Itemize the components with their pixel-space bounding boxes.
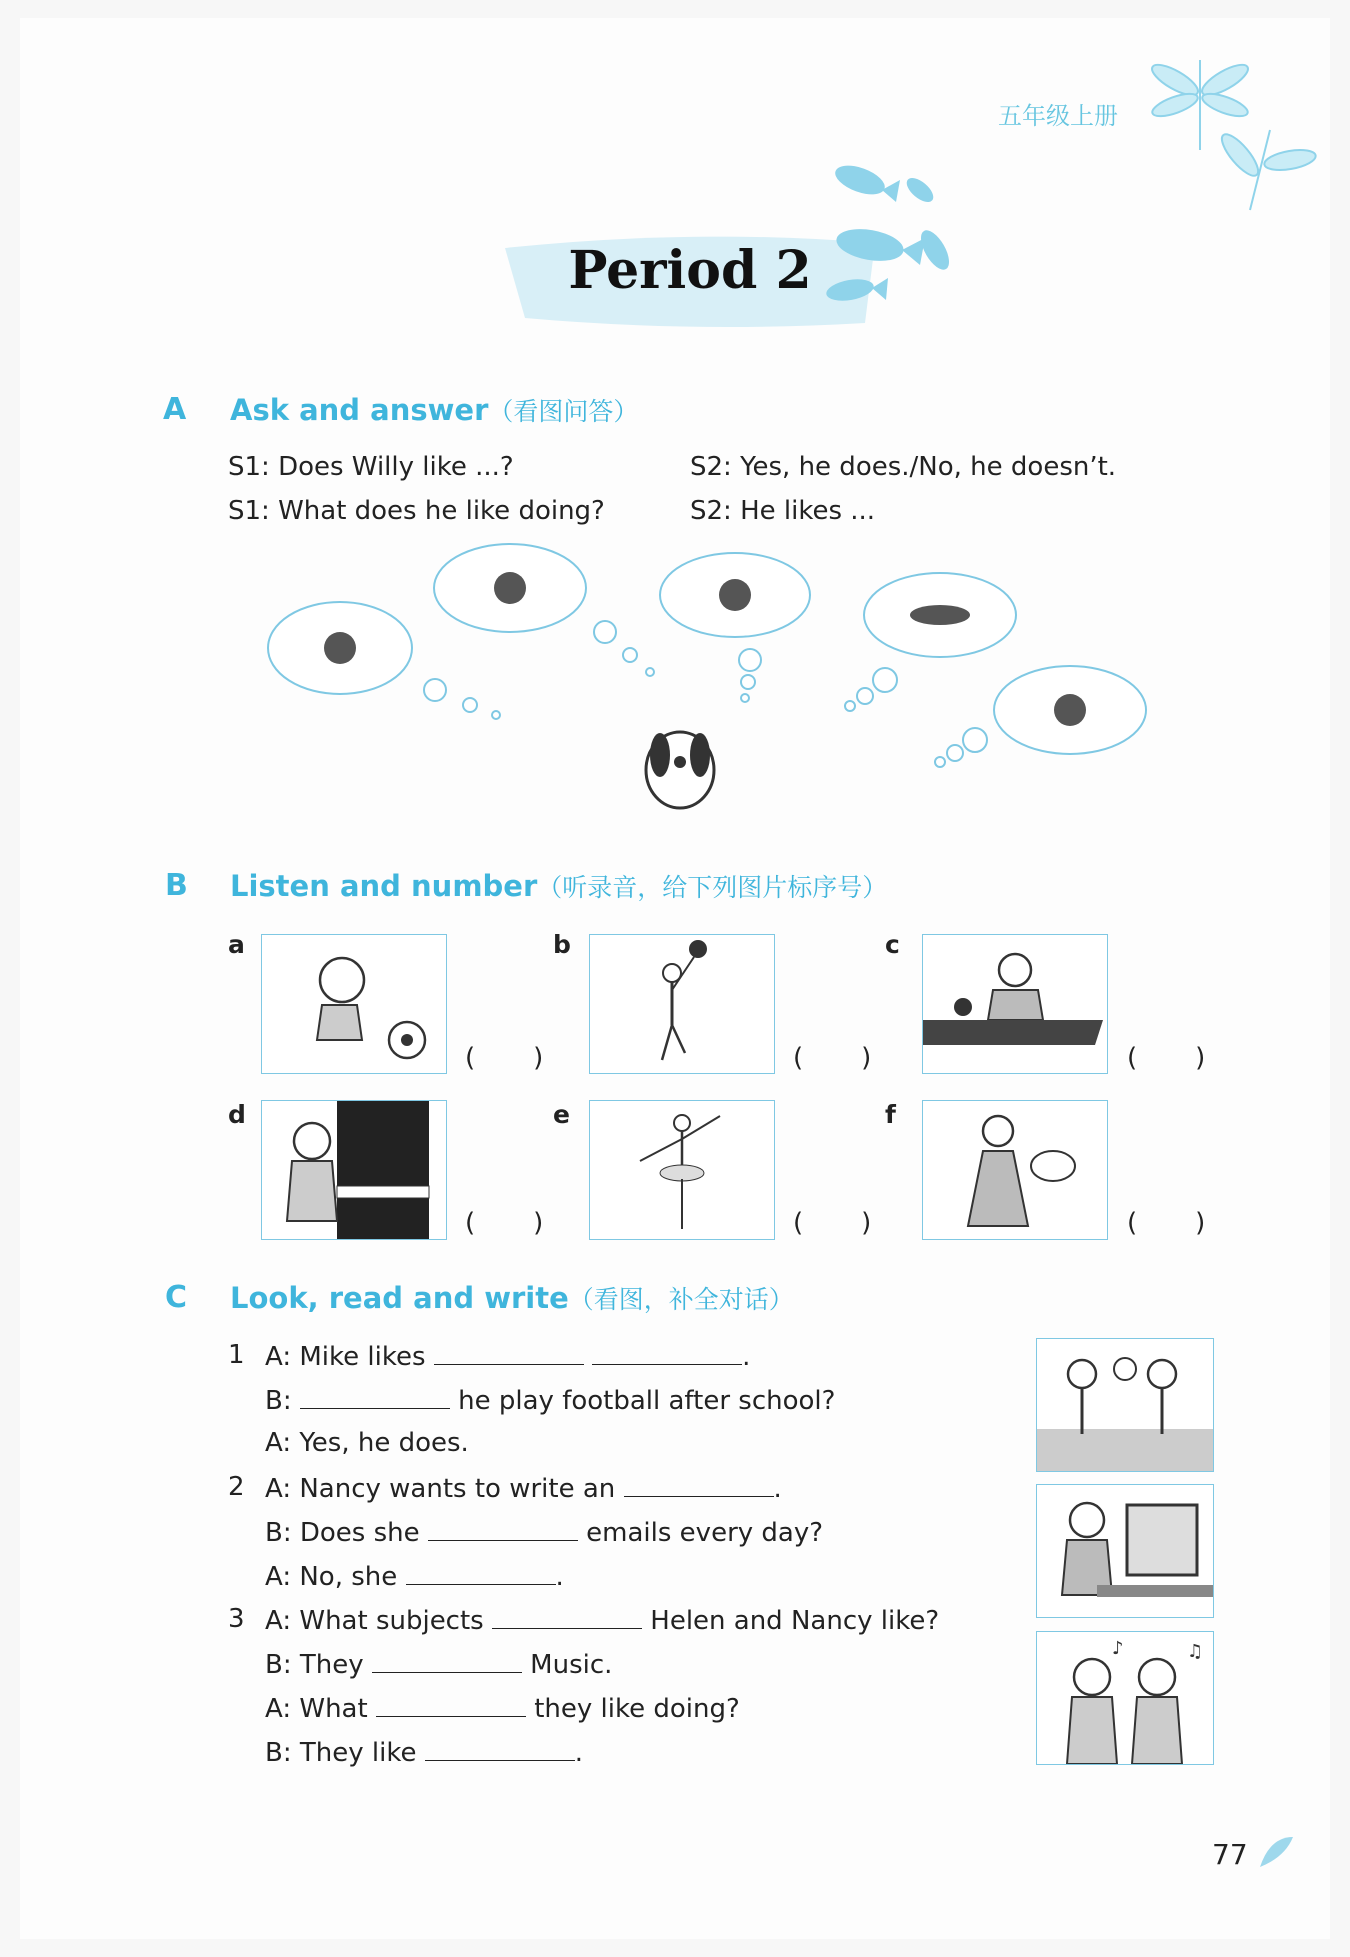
dialog-line: A: Mike likes . bbox=[265, 1342, 751, 1372]
man-playing-table-tennis-icon bbox=[922, 934, 1108, 1074]
picture-label-e: e bbox=[553, 1100, 570, 1129]
willy-running-icon bbox=[324, 632, 356, 664]
girl-painting-icon bbox=[922, 1100, 1108, 1240]
grade-label: 五年级上册 bbox=[998, 102, 1118, 130]
willy-thought-clouds bbox=[260, 540, 1160, 820]
willy-swimming-icon bbox=[910, 605, 970, 625]
answer-blank[interactable] bbox=[492, 1604, 642, 1629]
girl-at-computer-icon bbox=[1036, 1484, 1214, 1618]
page-number: 77 bbox=[1212, 1838, 1248, 1871]
section-b-title bbox=[230, 868, 887, 904]
answer-paren-a[interactable]: ( ) bbox=[465, 1043, 544, 1073]
answer-paren-e[interactable]: ( ) bbox=[793, 1208, 872, 1238]
answer-paren-b[interactable]: ( ) bbox=[793, 1043, 872, 1073]
answer-paren-f[interactable]: ( ) bbox=[1127, 1208, 1206, 1238]
dialog-line: A: Nancy wants to write an . bbox=[265, 1474, 782, 1504]
svg-text:♪: ♪ bbox=[1112, 1638, 1124, 1659]
picture-label-a: a bbox=[228, 930, 245, 959]
section-c-title-en: Look, read and write bbox=[230, 1281, 569, 1315]
answer-blank[interactable] bbox=[372, 1648, 522, 1673]
answer-blank[interactable] bbox=[434, 1340, 584, 1365]
section-a-letter: A bbox=[163, 392, 187, 427]
answer-blank[interactable] bbox=[624, 1472, 774, 1497]
girl-playing-piano-icon bbox=[261, 1100, 447, 1240]
boy-playing-basketball-icon bbox=[589, 934, 775, 1074]
answer-paren-d[interactable]: ( ) bbox=[465, 1208, 544, 1238]
picture-label-d: d bbox=[228, 1100, 246, 1129]
section-c-letter: C bbox=[165, 1280, 188, 1315]
section-b-title-zh: （听录音，给下列图片标序号） bbox=[537, 873, 888, 902]
item-number: 1 bbox=[228, 1340, 245, 1370]
section-a-title-en: Ask and answer bbox=[230, 393, 489, 427]
dialog-line: S1: Does Willy like ...? bbox=[228, 452, 514, 482]
answer-blank[interactable] bbox=[592, 1340, 742, 1365]
dialog-line: S1: What does he like doing? bbox=[228, 496, 605, 526]
answer-blank[interactable] bbox=[376, 1692, 526, 1717]
section-b-title-en: Listen and number bbox=[230, 869, 538, 903]
girls-singing-icon bbox=[1036, 1631, 1214, 1765]
dialog-line: A: Yes, he does. bbox=[265, 1428, 469, 1458]
dialog-line: A: What they like doing? bbox=[265, 1694, 740, 1724]
page-title: Period 2 bbox=[568, 240, 812, 301]
answer-blank[interactable] bbox=[425, 1736, 575, 1761]
dialog-line: A: What subjects Helen and Nancy like? bbox=[265, 1606, 940, 1636]
dialog-line: A: No, she . bbox=[265, 1562, 564, 1592]
picture-label-b: b bbox=[553, 930, 571, 959]
answer-paren-c[interactable]: ( ) bbox=[1127, 1043, 1206, 1073]
dialog-line: B: Does she emails every day? bbox=[265, 1518, 824, 1548]
section-c-title bbox=[230, 1280, 794, 1316]
section-a-title bbox=[230, 392, 638, 428]
section-c-title-zh: （看图，补全对话） bbox=[568, 1285, 794, 1314]
answer-blank[interactable] bbox=[300, 1384, 450, 1409]
willy-football-icon bbox=[494, 572, 526, 604]
section-a-title-zh: （看图问答） bbox=[488, 397, 639, 426]
boy-kicking-football-icon bbox=[261, 934, 447, 1074]
answer-blank[interactable] bbox=[406, 1560, 556, 1585]
dragonfly-icon bbox=[1140, 40, 1320, 220]
leaf-icon bbox=[1255, 1832, 1295, 1872]
item-number: 3 bbox=[228, 1604, 245, 1634]
dialog-line: S2: He likes ... bbox=[690, 496, 876, 526]
dialog-line: B: he play football after school? bbox=[265, 1386, 836, 1416]
boys-playing-football-icon bbox=[1036, 1338, 1214, 1472]
item-number: 2 bbox=[228, 1472, 245, 1502]
willy-basketball-icon bbox=[719, 579, 751, 611]
dialog-line: B: They Music. bbox=[265, 1650, 613, 1680]
picture-label-f: f bbox=[885, 1100, 896, 1129]
answer-blank[interactable] bbox=[428, 1516, 578, 1541]
svg-text:♫: ♫ bbox=[1187, 1641, 1204, 1662]
dialog-line: S2: Yes, he does./No, he doesn’t. bbox=[690, 452, 1117, 482]
fish-icon bbox=[810, 150, 980, 320]
picture-label-c: c bbox=[885, 930, 900, 959]
willy-dancing-icon bbox=[1054, 694, 1086, 726]
girl-dancing-ballet-icon bbox=[589, 1100, 775, 1240]
willy-dog-icon bbox=[646, 732, 714, 808]
section-b-letter: B bbox=[165, 868, 188, 903]
dialog-line: B: They like . bbox=[265, 1738, 583, 1768]
